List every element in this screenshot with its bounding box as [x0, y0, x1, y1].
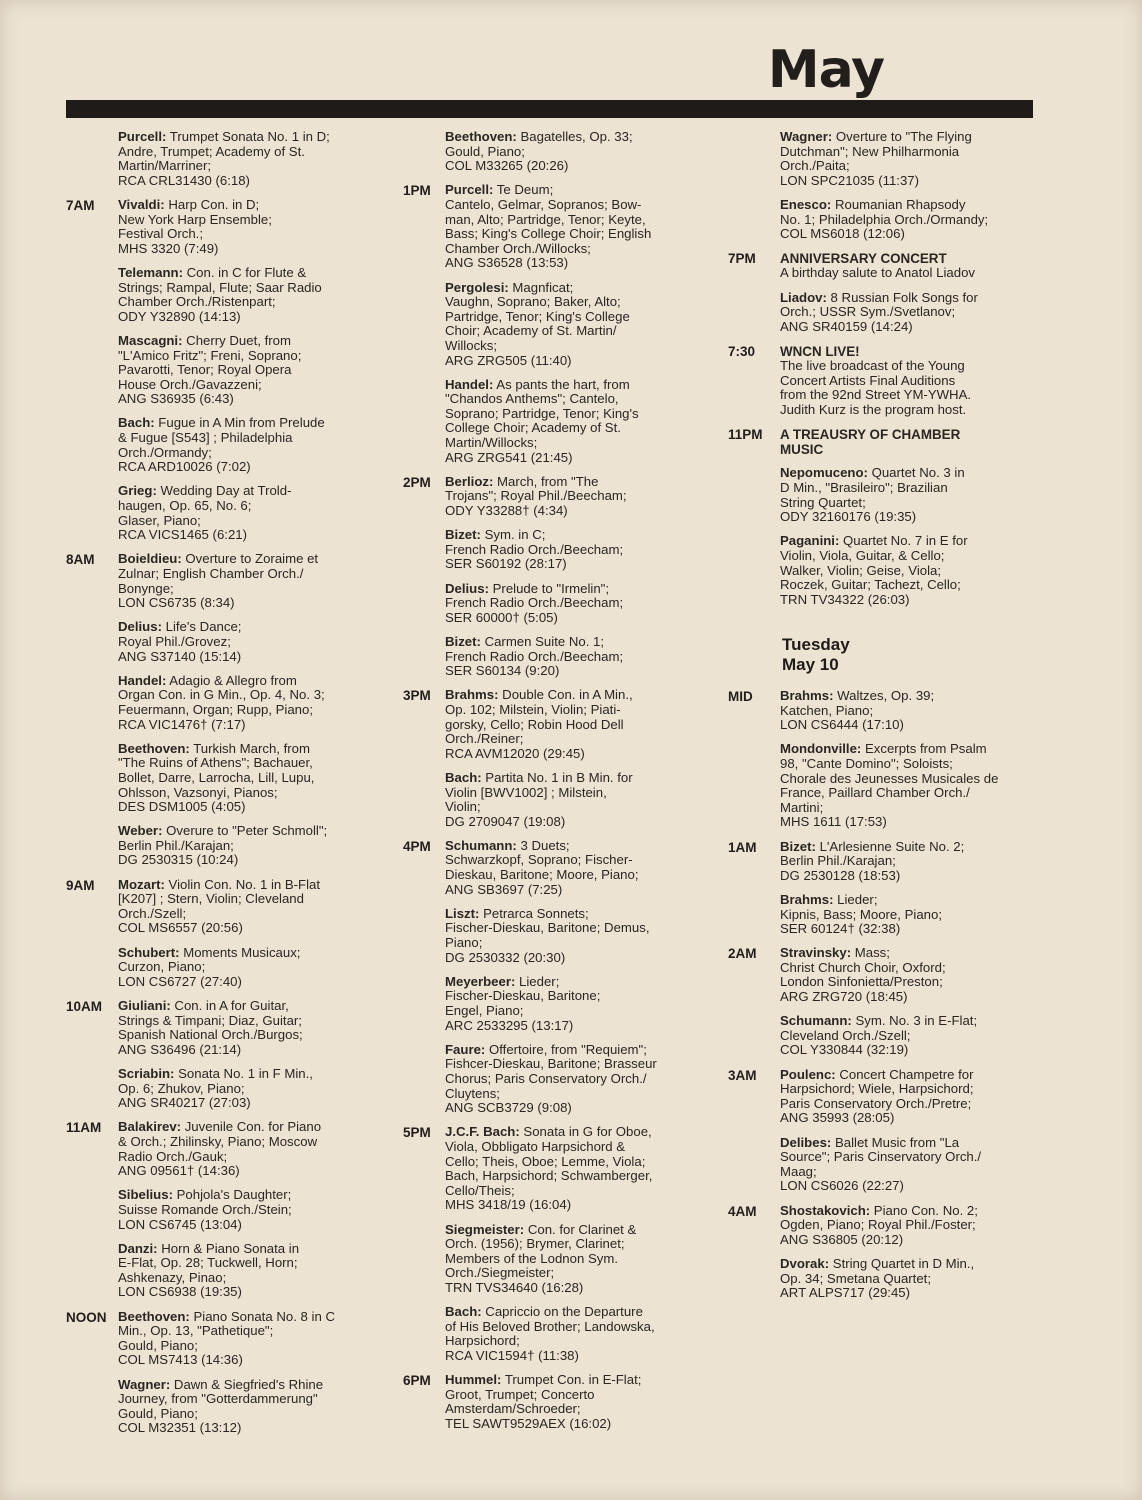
composer-name: Meyerbeer:	[445, 973, 516, 989]
composer-name: Hummel:	[445, 1372, 502, 1388]
page-heading: May	[767, 40, 884, 100]
time-slot	[66, 198, 366, 552]
slot-entries	[445, 688, 703, 839]
listing-details: Overure to "Peter Schmoll"; Berlin Phil./Karajan; DG 2530315 (10:24)	[118, 823, 328, 868]
listing-details: Con. in C for Flute & Strings; Rampal, Flute; Saar Radio Chamber Orch./Ristenpart; ODY Y32890 (14:13)	[118, 264, 322, 324]
time-slot	[403, 475, 703, 689]
program-description: The live broadcast of the Young Concert Artists Final Auditions from the 92nd Street YM-YWHA. Judith Kurz is the program host.	[780, 357, 972, 417]
slot-entries	[118, 878, 366, 999]
listing-entry	[780, 291, 1028, 335]
time-label: 2PM	[403, 474, 431, 490]
listing-entry	[780, 466, 1028, 524]
time-slot	[66, 1120, 366, 1309]
listing-entry	[445, 975, 703, 1033]
listing-entry	[445, 1305, 703, 1363]
listing-entry	[445, 582, 703, 626]
time-slot	[728, 427, 1028, 617]
listing-entry	[445, 771, 703, 829]
time-label: MID	[728, 689, 753, 704]
program-title: WNCN LIVE!	[780, 343, 860, 359]
slot-entries	[780, 427, 1028, 617]
listing-entry	[780, 130, 1028, 188]
slot-entries	[118, 1310, 366, 1446]
listing-details: Sonata No. 1 in F Min., Op. 6; Zhukov, Piano; ANG SR40217 (27:03)	[118, 1065, 313, 1111]
composer-name: Enesco:	[780, 196, 832, 212]
listing-details: Juvenile Con. for Piano & Orch.; Zhilinsky, Piano; Moscow Radio Orch./Gauk; ANG 09561† (14:36)	[118, 1119, 322, 1179]
slot-entries	[445, 1373, 703, 1441]
composer-name: Schumann:	[780, 1013, 852, 1029]
composer-name: Mondonville:	[780, 741, 862, 757]
composer-name: Faure:	[445, 1041, 486, 1057]
listing-entry	[445, 1043, 703, 1116]
listing-entry	[780, 1014, 1028, 1058]
time-label: 7AM	[66, 197, 95, 213]
time-slot	[66, 878, 366, 999]
time-label: 9AM	[66, 877, 95, 893]
time-label: 3AM	[728, 1067, 757, 1083]
listing-entry	[118, 1120, 366, 1178]
composer-name: Bizet:	[445, 633, 481, 649]
listing-entry	[780, 742, 1028, 830]
composer-name: Liadov:	[780, 289, 827, 305]
composer-name: Schumann:	[445, 837, 517, 853]
composer-name: Delibes:	[780, 1134, 832, 1150]
time-slot	[66, 552, 366, 877]
column-1	[66, 130, 366, 1446]
time-label: 11PM	[728, 426, 763, 442]
time-label: NOON	[66, 1309, 107, 1325]
listing-entry	[445, 839, 703, 897]
listing-details: Horn & Piano Sonata in E-Flat, Op. 28; Tuckwell, Horn; Ashkenazy, Pinao; LON CS6938 (19:35)	[118, 1240, 300, 1300]
listing-details: Ballet Music from "La Source"; Paris Cinservatory Orch./ Maag; LON CS6026 (22:27)	[780, 1134, 982, 1194]
composer-name: Bach:	[445, 1304, 482, 1320]
composer-name: Brahms:	[780, 688, 834, 703]
composer-name: Nepomuceno:	[780, 465, 868, 481]
listing-entry	[445, 528, 703, 572]
listing-entry	[780, 198, 1028, 242]
listing-details: Capriccio on the Departure of His Beloved Brother; Landowska, Harpsichord; RCA VIC1594† (11:38)	[445, 1304, 655, 1363]
listing-details: Pohjola's Daughter; Suisse Romande Orch./Stein; LON CS6745 (13:04)	[118, 1187, 292, 1232]
composer-name: Purcell:	[445, 182, 494, 198]
time-label: 4PM	[403, 838, 431, 854]
composer-name: Grieg:	[118, 483, 157, 499]
time-slot	[403, 688, 703, 839]
time-slot	[728, 1204, 1028, 1311]
listing-entry	[118, 1310, 366, 1368]
slot-entries	[780, 130, 1028, 251]
slot-entries	[780, 1204, 1028, 1311]
slot-entries	[118, 1120, 366, 1309]
program-description: A birthday salute to Anatol Liadov	[780, 265, 976, 281]
slot-entries	[445, 839, 703, 1125]
composer-name: Liszt:	[445, 905, 480, 921]
slot-entries	[445, 1125, 703, 1373]
listing-details: Mass; Christ Church Choir, Oxford; London Sinfonietta/Preston; ARG ZRG720 (18:45)	[780, 945, 946, 1005]
time-slot	[728, 251, 1028, 344]
listing-entry	[445, 1125, 703, 1213]
listing-details: Waltzes, Op. 39; Katchen, Piano; LON CS6444 (17:10)	[780, 688, 935, 733]
listing-entry	[780, 1068, 1028, 1126]
column-3	[728, 130, 1028, 1310]
listing-details: Con. for Clarinet & Orch. (1956); Brymer, Clarinet; Members of the Lodnon Sym. Orch./Siegmeister; TRN TVS34640 (16:28)	[445, 1221, 637, 1295]
program-title: A TREAUSRY OF CHAMBER MUSIC	[780, 426, 961, 457]
day-heading: Tuesday May 10	[782, 635, 850, 674]
composer-name: Purcell:	[118, 129, 167, 144]
listing-entry	[445, 907, 703, 965]
slot-entries	[118, 198, 366, 552]
listing-details: 3 Duets; Schwarzkopf, Soprano; Fischer- Dieskau, Baritone; Moore, Piano; ANG SB3697 (7:25)	[445, 837, 639, 897]
composer-name: Weber:	[118, 823, 163, 839]
listing-details: Prelude to "Irmelin"; French Radio Orch./Beecham; SER 60000† (5:05)	[445, 580, 624, 625]
time-label: 1AM	[728, 839, 757, 855]
slot-entries	[118, 999, 366, 1120]
listing-entry	[780, 946, 1028, 1004]
listing-details: Sonata in G for Oboe, Viola, Obbligato Harpsichord & Cello; Theis, Oboe; Lemme, Viola; Bach, Harpsichord; Schwamberger, Cello/Theis; MHS 3418/19 (16:04)	[445, 1124, 653, 1213]
composer-name: Bizet:	[445, 527, 481, 543]
listing-details: Double Con. in A Min., Op. 102; Milstein, Violin; Piati- gorsky, Cello; Robin Hood Dell Orch./Reiner; RCA AVM12020 (29:45)	[445, 687, 633, 761]
listing-details: Excerpts from Psalm 98, "Cante Domino"; Soloists; Chorale des Jeunesses Musicales de France, Paillard Chamber Orch./ Martini; MHS 1611 (17:53)	[780, 741, 999, 830]
listing-details: Partita No. 1 in B Min. for Violin [BWV1002] ; Milstein, Violin; DG 2709047 (19:08)	[445, 769, 633, 829]
listing-entry	[445, 635, 703, 679]
listing-details: Te Deum; Cantelo, Gelmar, Sopranos; Bow- man, Alto; Partridge, Tenor; Keyte, Bass; King's College Choir; English Chamber Orch./Willocks; ANG S36528 (13:53)	[445, 182, 652, 271]
composer-name: Brahms:	[780, 891, 834, 907]
listing-details: Quartet No. 3 in D Min., "Brasileiro"; Brazilian String Quartet; ODY 32160176 (19:35)	[780, 465, 965, 525]
listing-entry	[118, 824, 366, 868]
time-label: 5PM	[403, 1125, 431, 1141]
composer-name: Telemann:	[118, 264, 183, 280]
listing-details: 8 Russian Folk Songs for Orch.; USSR Sym./Svetlanov; ANG SR40159 (14:24)	[780, 289, 978, 334]
listing-entry	[118, 198, 366, 256]
slot-entries	[445, 475, 703, 689]
slot-entries	[780, 251, 1028, 344]
listing-entry	[445, 130, 703, 174]
composer-name: Shostakovich:	[780, 1202, 871, 1218]
listing-entry	[118, 416, 366, 474]
heading-rule	[66, 100, 1033, 118]
column-2	[403, 130, 703, 1441]
composer-name: Pergolesi:	[445, 279, 509, 295]
listing-entry	[445, 378, 703, 466]
time-label: 4AM	[728, 1203, 757, 1219]
listing-entry	[118, 552, 366, 610]
listing-entry	[780, 1204, 1028, 1248]
listing-entry	[445, 475, 703, 519]
slot-entries	[445, 130, 703, 183]
time-slot	[728, 130, 1028, 251]
composer-name: Beethoven:	[445, 129, 517, 144]
listing-entry	[118, 1188, 366, 1232]
time-label: 1PM	[403, 183, 431, 199]
listing-details: Piano Con. No. 2; Ogden, Piano; Royal Phil./Foster; ANG S36805 (20:12)	[780, 1202, 978, 1247]
listing-details: Harp Con. in D; New York Harp Ensemble; Festival Orch.; MHS 3320 (7:49)	[118, 196, 272, 256]
composer-name: Sibelius:	[118, 1187, 173, 1203]
composer-name: Beethoven:	[118, 1308, 190, 1324]
listing-details: Fugue in A Min from Prelude & Fugue [S543] ; Philadelphia Orch./Ormandy; RCA ARD10026 (7:02)	[118, 415, 325, 475]
time-label: 8AM	[66, 552, 95, 568]
composer-name: Boieldieu:	[118, 551, 182, 567]
composer-name: Wagner:	[118, 1376, 171, 1392]
composer-name: Paganini:	[780, 533, 840, 549]
listing-details: Carmen Suite No. 1; French Radio Orch./Beecham; SER S60134 (9:20)	[445, 633, 624, 679]
composer-name: Handel:	[445, 376, 494, 392]
listing-details: Lieder; Kipnis, Bass; Moore, Piano; SER 60124† (32:38)	[780, 891, 942, 937]
time-slot	[403, 839, 703, 1125]
listing-details: Trumpet Sonata No. 1 in D; Andre, Trumpet; Academy of St. Martin/Marriner; RCA CRL31430 (6:18)	[118, 129, 330, 188]
time-label: 7PM	[728, 251, 756, 267]
listing-details: Violin Con. No. 1 in B-Flat [K207] ; Stern, Violin; Cleveland Orch./Szell; COL MS6557 (20:56)	[118, 876, 321, 936]
listing-details: Quartet No. 7 in E for Violin, Viola, Guitar, & Cello; Walker, Violin; Geise, Viola; Roczek, Guitar; Tachezt, Cello; TRN TV34322 (26:03)	[780, 533, 968, 607]
time-slot	[66, 130, 366, 198]
listing-entry	[118, 1067, 366, 1111]
composer-name: Poulenc:	[780, 1066, 836, 1082]
composer-name: Siegmeister:	[445, 1221, 525, 1237]
listing-details: Bagatelles, Op. 33; Gould, Piano; COL M33265 (20:26)	[445, 129, 633, 174]
listing-details: Magnficat; Vaughn, Soprano; Baker, Alto; Partridge, Tenor; King's College Choir; Academy of St. Martin/ Willocks; ARG ZRG505 (11:40)	[445, 279, 630, 368]
listing-entry	[118, 1378, 366, 1436]
time-label: 2AM	[728, 946, 757, 962]
composer-name: Delius:	[445, 580, 489, 596]
listing-details: Overture to "The Flying Dutchman"; New Philharmonia Orch./Paita; LON SPC21035 (11:37)	[780, 129, 972, 188]
listing-details: Concert Champetre for Harpsichord; Wiele, Harpsichord; Paris Conservatory Orch./Pretre; ANG 35993 (28:05)	[780, 1066, 974, 1126]
listing-details: Petrarca Sonnets; Fischer-Dieskau, Baritone; Demus, Piano; DG 2530332 (20:30)	[445, 905, 650, 965]
listing-entry	[118, 999, 366, 1057]
listing-details: Adagio & Allegro from Organ Con. in G Min., Op. 4, No. 3; Feuermann, Organ; Rupp, Piano; RCA VIC1476† (7:17)	[118, 672, 325, 732]
composer-name: Giuliani:	[118, 998, 171, 1013]
listing-details: Cherry Duet, from "L'Amico Fritz"; Freni, Soprano; Pavarotti, Tenor; Royal Opera House Orch./Gavazzeni; ANG S36935 (6:43)	[118, 332, 302, 407]
listing-details: Life's Dance; Royal Phil./Grovez; ANG S37140 (15:14)	[118, 619, 242, 664]
listing-entry	[780, 1136, 1028, 1194]
composer-name: Scriabin:	[118, 1065, 175, 1081]
listing-entry	[118, 620, 366, 664]
time-slot	[728, 344, 1028, 427]
time-label: 6PM	[403, 1373, 431, 1389]
time-slot	[66, 1310, 366, 1446]
time-slot	[728, 840, 1028, 947]
listing-entry	[780, 893, 1028, 937]
listing-details: Dawn & Siegfried's Rhine Journey, from "Gotterdammerung" Gould, Piano; COL M32351 (13:12)	[118, 1376, 324, 1436]
slot-entries	[780, 946, 1028, 1067]
time-label: 7:30	[728, 343, 756, 359]
time-slot	[403, 1125, 703, 1373]
program-title: ANNIVERSARY CONCERT	[780, 251, 947, 267]
listing-entry	[118, 334, 366, 407]
listing-details: L'Arlesienne Suite No. 2; Berlin Phil./Karajan; DG 2530128 (18:53)	[780, 838, 965, 883]
composer-name: Danzi:	[118, 1240, 158, 1256]
listing-details: Moments Musicaux; Curzon, Piano; LON CS6727 (27:40)	[118, 944, 301, 989]
listing-details: As pants the hart, from "Chandos Anthems"; Cantelo, Soprano; Partridge, Tenor; King's College Choir; Academy of St. Martin/Willocks; ARG ZRG541 (21:45)	[445, 376, 639, 465]
time-label: 3PM	[403, 688, 431, 704]
listing-details: Overture to Zoraime et Zulnar; English Chamber Orch./ Bonynge; LON CS6735 (8:34)	[118, 551, 319, 611]
listing-details: Turkish March, from "The Ruins of Athens"; Bachauer, Bollet, Darre, Larrocha, Lill, Lupu, Ohlsson, Vazsonyi, Pianos; DES DSM1005 (4:05)	[118, 740, 315, 815]
composer-name: Beethoven:	[118, 740, 190, 756]
listing-entry	[780, 689, 1028, 733]
listing-entry	[780, 534, 1028, 607]
time-slot	[728, 946, 1028, 1067]
composer-name: Vivaldi:	[118, 196, 165, 212]
time-label: 10AM	[66, 999, 103, 1014]
listing-entry	[445, 183, 703, 271]
composer-name: Bach:	[118, 415, 155, 431]
slot-entries	[780, 344, 1028, 427]
listing-entry	[118, 674, 366, 732]
listing-entry	[780, 840, 1028, 884]
time-slot	[66, 999, 366, 1120]
composer-name: Bizet:	[780, 838, 816, 854]
time-slot	[728, 1068, 1028, 1204]
composer-name: Berlioz:	[445, 473, 494, 489]
slot-entries	[118, 552, 366, 877]
composer-name: Stravinsky:	[780, 945, 852, 961]
listing-entry	[445, 281, 703, 369]
listing-entry	[118, 742, 366, 815]
listing-details: March, from "The Trojans"; Royal Phil./Beecham; ODY Y33288† (4:34)	[445, 473, 627, 519]
slot-entries	[118, 130, 366, 198]
listing-details: Offertoire, from "Requiem"; Fishcer-Dieskau, Baritone; Brasseur Chorus; Paris Conservatory Orch./ Cluytens; ANG SCB3729 (9:08)	[445, 1041, 657, 1116]
slot-entries	[780, 1068, 1028, 1204]
composer-name: Schubert:	[118, 944, 180, 960]
composer-name: Mascagni:	[118, 332, 183, 348]
listing-entry	[118, 266, 366, 324]
composer-name: Wagner:	[780, 129, 833, 144]
composer-name: Dvorak:	[780, 1255, 830, 1271]
listing-details: Lieder; Fischer-Dieskau, Baritone; Engel, Piano; ARC 2533295 (13:17)	[445, 973, 601, 1033]
slot-entries	[780, 689, 1028, 840]
slot-entries	[445, 183, 703, 474]
listing-entry	[118, 946, 366, 990]
listing-details: Roumanian Rhapsody No. 1; Philadelphia Orch./Ormandy; COL MS6018 (12:06)	[780, 196, 989, 242]
listing-entry	[445, 688, 703, 761]
composer-name: J.C.F. Bach:	[445, 1124, 520, 1140]
slot-entries	[780, 840, 1028, 947]
composer-name: Delius:	[118, 619, 162, 635]
composer-name: Handel:	[118, 672, 167, 688]
time-slot	[403, 130, 703, 183]
listing-details: Sym. No. 3 in E-Flat; Cleveland Orch./Szell; COL Y330844 (32:19)	[780, 1013, 978, 1058]
composer-name: Bach:	[445, 769, 482, 785]
listing-entry	[445, 1373, 703, 1431]
time-slot	[403, 1373, 703, 1441]
composer-name: Mozart:	[118, 876, 165, 892]
listing-entry	[118, 484, 366, 542]
time-slot	[403, 183, 703, 474]
listing-details: Piano Sonata No. 8 in C Min., Op. 13, "Pathetique"; Gould, Piano; COL MS7413 (14:36)	[118, 1308, 335, 1368]
listing-entry	[118, 130, 366, 188]
listing-details: Con. in A for Guitar, Strings & Timpani; Diaz, Guitar; Spanish National Orch./Burgos; ANG S36496 (21:14)	[118, 998, 303, 1057]
listing-entry	[118, 1242, 366, 1300]
time-slot	[728, 689, 1028, 840]
listing-details: Sym. in C; French Radio Orch./Beecham; SER S60192 (28:17)	[445, 527, 624, 572]
listing-entry	[118, 878, 366, 936]
composer-name: Brahms:	[445, 687, 499, 703]
composer-name: Balakirev:	[118, 1119, 182, 1135]
listing-entry	[445, 1223, 703, 1296]
listing-details: String Quartet in D Min., Op. 34; Smetana Quartet; ART ALPS717 (29:45)	[780, 1255, 975, 1301]
listing-entry	[780, 1257, 1028, 1301]
time-label: 11AM	[66, 1120, 102, 1136]
listing-details: Wedding Day at Trold- haugen, Op. 65, No. 6; Glaser, Piano; RCA VICS1465 (6:21)	[118, 483, 292, 543]
listing-details: Trumpet Con. in E-Flat; Groot, Trumpet; Concerto Amsterdam/Schroeder; TEL SAWT9529AEX (16:02)	[445, 1372, 642, 1431]
